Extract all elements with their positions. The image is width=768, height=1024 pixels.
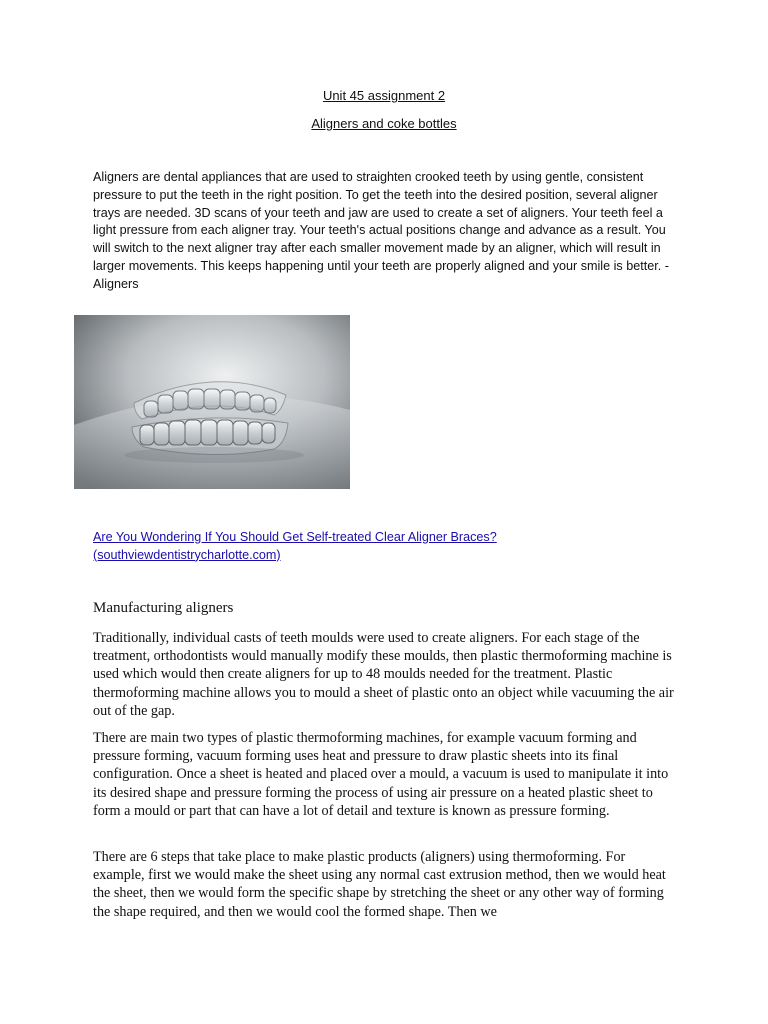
aligner-image	[74, 315, 350, 489]
section-heading: Manufacturing aligners	[93, 600, 234, 616]
paragraph-1: Traditionally, individual casts of teeth moulds were used to create aligners. For each stage of the treatment, orthodontists would manually modify these moulds, then plastic thermoforming machine is used which would then create aligners for up to 48 moulds needed for the treatment. Plastic thermoforming machine allows you to mould a sheet of plastic onto an object while vacuuming the air out of the gap.	[93, 630, 674, 719]
document-subtitle: Aligners and coke bottles	[311, 116, 457, 131]
aligner-photo	[74, 315, 350, 489]
source-link[interactable]: Are You Wondering If You Should Get Self-treated Clear Aligner Braces? (southviewdentistrycharlotte.com)	[93, 530, 497, 562]
paragraph-2: There are main two types of plastic thermoforming machines, for example vacuum forming and pressure forming, vacuum forming uses heat and pressure to draw plastic sheets into its final configuration. Once a sheet is heated and placed over a mould, a vacuum is used to manipulate it into its desired shape and pressure forming the process of using air pressure on a heated plastic sheet to form a mould or part that can have a lot of detail and texture is known as pressure forming.	[93, 730, 669, 819]
intro-paragraph: Aligners are dental appliances that are used to straighten crooked teeth by using gentle, consistent pressure to put the teeth in the right position. To get the teeth into the desired position, several aligner trays are needed. 3D scans of your teeth and jaw are used to create a set of aligners. Your teeth feel a light pressure from each aligner tray. Your teeth's actual positions change and advance as a result. You will switch to the next aligner tray after each smaller movement made by an aligner, which will result in larger movements. This keeps happening until your teeth are properly aligned and your smile is better. -Aligners	[93, 170, 669, 291]
document-title: Unit 45 assignment 2	[322, 88, 446, 103]
paragraph-3: There are 6 steps that take place to make plastic products (aligners) using thermoforming. For example, first we would make the sheet using any normal cast extrusion method, then we would heat the sheet, then we would form the specific shape by stretching the sheet or any other way of forming the shape required, and then we would cool the formed shape. Then we	[93, 849, 666, 920]
